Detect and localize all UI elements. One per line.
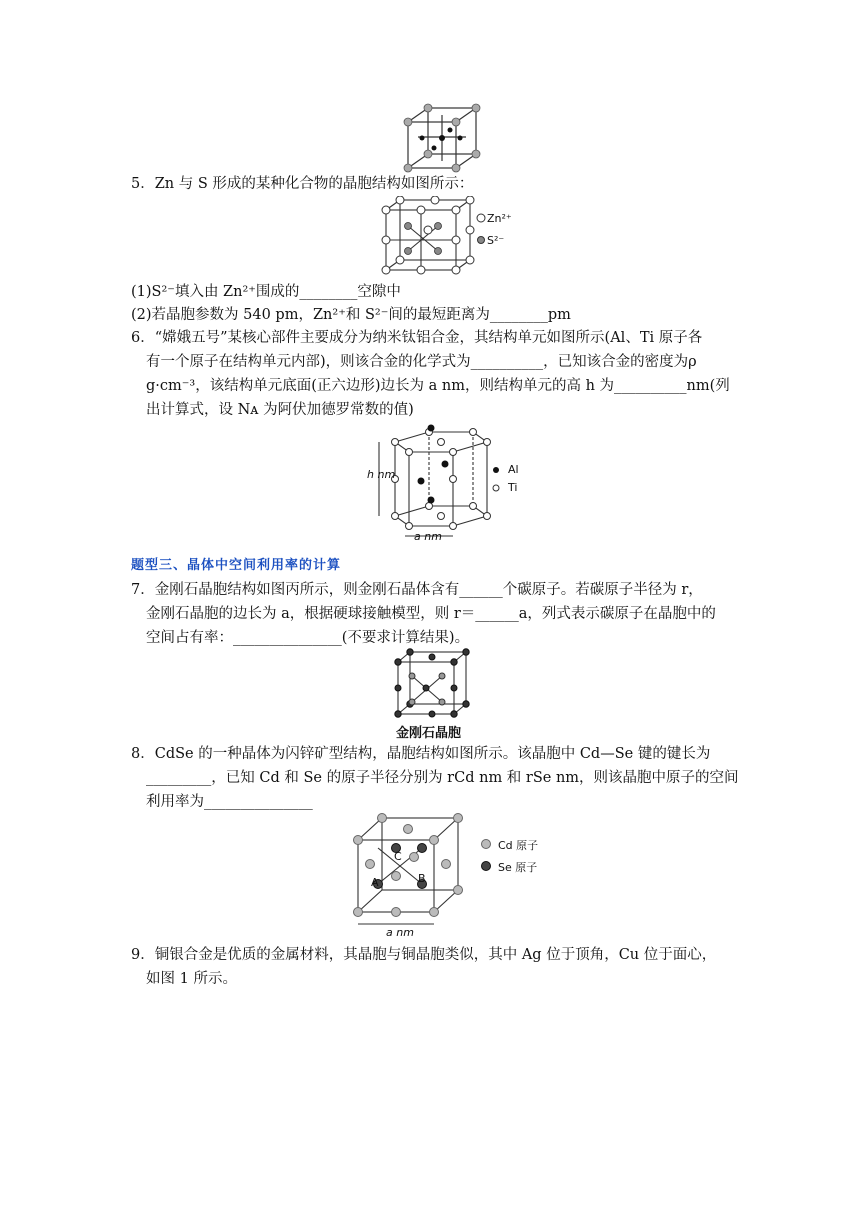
legend-al: Al: [508, 463, 519, 476]
section-title: 题型三、晶体中空间利用率的计算: [131, 558, 342, 573]
q8-line3: 利用率为_______________: [146, 794, 313, 810]
zns-crystal-figure: [378, 196, 538, 276]
alti-hex-figure: [365, 424, 505, 544]
cube-figure-top: [400, 100, 490, 175]
q6-line3: g·cm⁻³，该结构单元底面(正六边形)边长为 a nm，则结构单元的高 h 为__________nm(列: [146, 378, 730, 394]
atom-label-c: C: [394, 850, 402, 863]
diamond-caption: 金刚石晶胞: [396, 726, 462, 741]
atom-label-a: A: [371, 876, 379, 889]
legend-cd: Cd 原子: [498, 839, 539, 852]
q7-line2: 金刚石晶胞的边长为 a，根据硬球接触模型，则 r＝______a，列式表示碳原子在晶胞中的: [146, 606, 716, 622]
legend-se: Se 原子: [498, 861, 538, 874]
q7-line3: 空间占有率：_______________(不要求计算结果)。: [146, 630, 470, 646]
q6-line2: 有一个原子在结构单元内部)，则该合金的化学式为__________，已知该合金的密度为ρ: [146, 354, 697, 370]
q8-line1: 8．CdSe 的一种晶体为闪锌矿型结构，晶胞结构如图所示。该晶胞中 Cd—Se 键的键长为: [131, 746, 711, 762]
q6-line1: 6．“嫦娥五号”某核心部件主要成分为纳米钛铝合金，其结构单元如图所示(Al、Ti 原子各: [131, 330, 703, 346]
q8-line2: _________，已知 Cd 和 Se 的原子半径分别为 rCd nm 和 rSe nm，则该晶胞中原子的空间: [146, 770, 739, 786]
diamond-cell-figure: [392, 648, 472, 720]
q9-line1: 9．铜银合金是优质的金属材料，其晶胞与铜晶胞类似，其中 Ag 位于顶角，Cu 位于面心，: [131, 947, 717, 963]
q5-sub2: (2)若晶胞参数为 540 pm，Zn²⁺和 S²⁻间的最短距离为________pm: [131, 307, 571, 323]
h-nm-label: h nm: [367, 468, 396, 481]
q5-stem: 5．Zn 与 S 形成的某种化合物的晶胞结构如图所示：: [131, 176, 474, 192]
legend-zn: Zn²⁺: [487, 212, 512, 225]
q6-line4: 出计算式，设 Nᴀ 为阿伏加德罗常数的值): [146, 402, 414, 418]
q9-line2: 如图 1 所示。: [146, 971, 237, 987]
a-nm-label: a nm: [414, 530, 442, 543]
atom-label-b: B: [418, 872, 426, 885]
legend-s: S²⁻: [487, 234, 505, 247]
q7-line1: 7．金刚石晶胞结构如图丙所示，则金刚石晶体含有______个碳原子。若碳原子半径为 r，: [131, 582, 703, 598]
cdse-a-nm-label: a nm: [386, 926, 414, 939]
q5-sub1: (1)S²⁻填入由 Zn²⁺围成的________空隙中: [131, 284, 401, 300]
legend-ti: Ti: [508, 481, 518, 494]
